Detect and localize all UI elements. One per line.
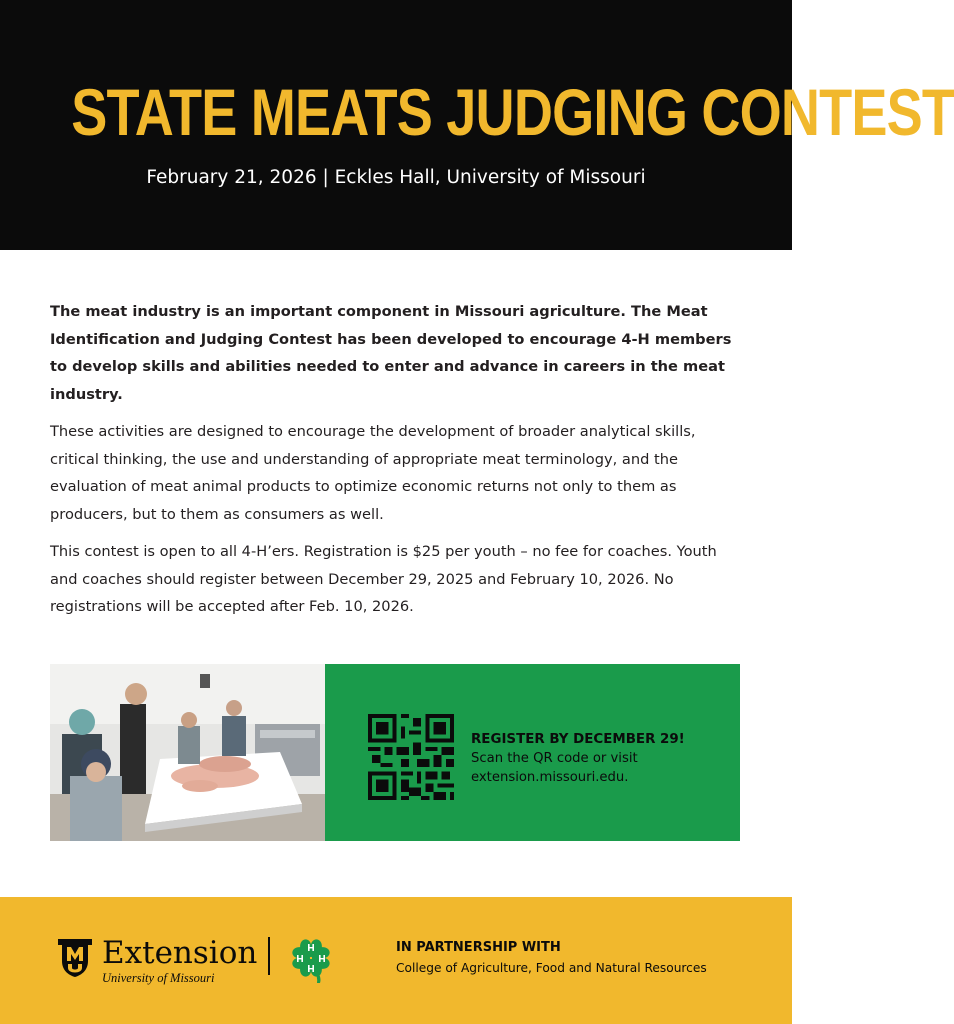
4h-clover-icon xyxy=(286,933,336,983)
logo-divider xyxy=(268,937,270,975)
qr-code-icon[interactable] xyxy=(368,714,454,800)
event-date-location: February 21, 2026 | Eckles Hall, University of Missouri xyxy=(146,167,646,188)
register-instruction: Scan the QR code or visit xyxy=(471,751,638,766)
footer-banner xyxy=(0,897,792,1024)
intro-paragraph: The meat industry is an important component in Missouri agriculture. The Meat Identification and Judging Contest has been developed to encourage 4-H members to develop skills and abilities needed to enter and advance in careers in the meat industry. xyxy=(50,303,732,403)
page-title: STATE MEATS JUDGING CONTEST xyxy=(71,75,954,149)
extension-subtitle: University of Missouri xyxy=(102,971,215,985)
register-panel xyxy=(325,664,740,841)
activities-paragraph: These activities are designed to encourage the development of broader analytical skills, critical thinking, the use and understanding of appropriate meat terminology, and the evaluation of meat animal products to optimize economic returns not only to them as producers, but to them as consumers as well. xyxy=(50,423,696,523)
register-link[interactable]: extension.missouri.edu. xyxy=(471,770,629,785)
header-banner xyxy=(0,0,954,250)
meat-lab-photo xyxy=(50,664,325,841)
extension-wordmark: Extension xyxy=(102,935,258,971)
registration-paragraph: This contest is open to all 4-H’ers. Registration is $25 per youth – no fee for coaches. Youth and coaches should register between December 29, 2025 and February 10, 2026. No registrations will be accepted after Feb. 10, 2026. xyxy=(50,543,717,615)
body-text xyxy=(50,298,744,631)
mu-logo-icon xyxy=(58,939,92,977)
partner-college: College of Agriculture, Food and Natural Resources xyxy=(396,961,707,975)
register-band xyxy=(50,664,740,841)
register-heading: REGISTER BY DECEMBER 29! xyxy=(471,732,685,747)
partnership-heading: IN PARTNERSHIP WITH xyxy=(396,940,561,955)
register-text xyxy=(471,730,731,787)
